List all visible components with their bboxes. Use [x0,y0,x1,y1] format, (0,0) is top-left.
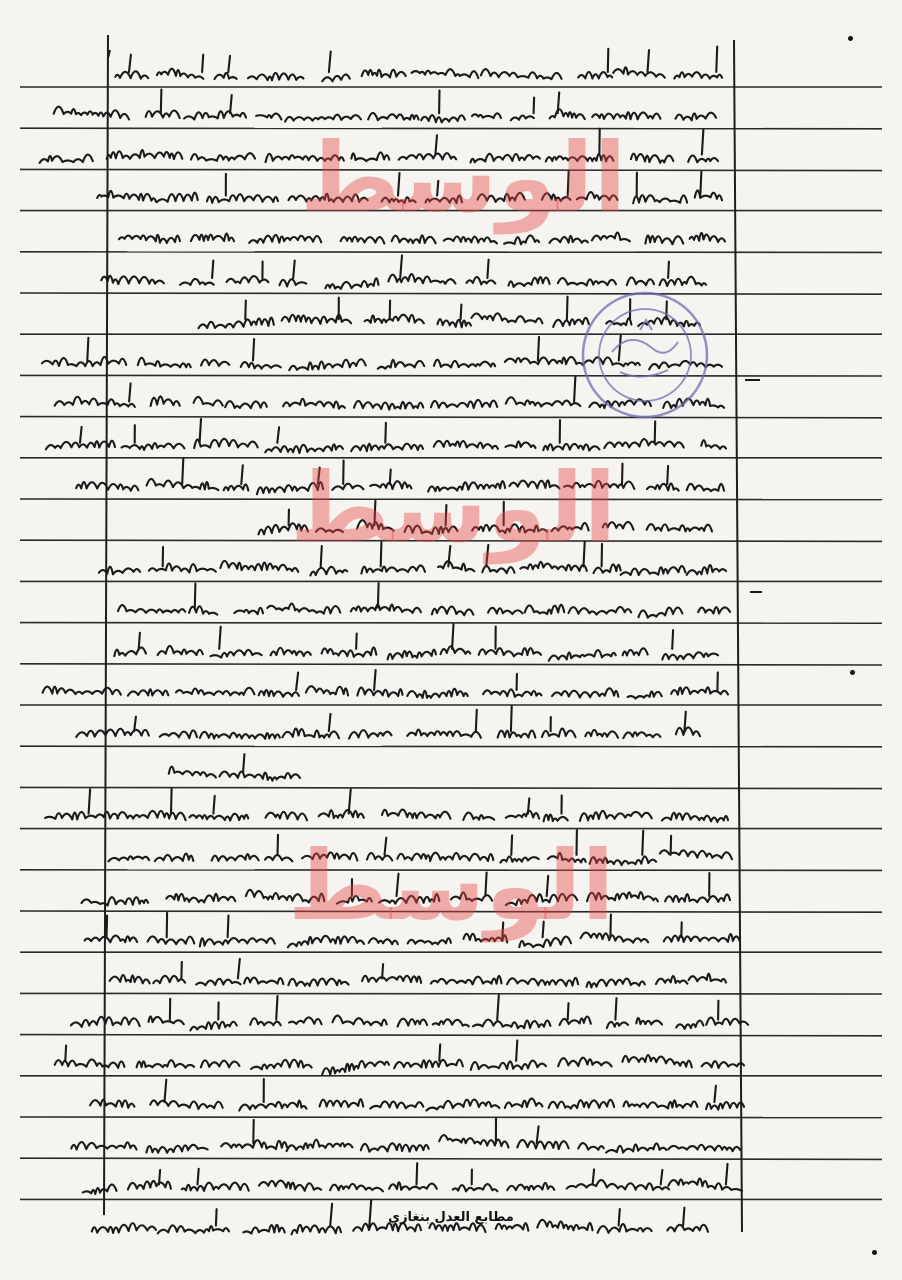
handwritten-line [115,47,722,82]
corner-dot [848,36,853,41]
left-margin-line [104,35,108,1215]
ruled-line [20,746,882,747]
ruled-line [20,664,882,665]
handwritten-line [55,376,724,409]
handwritten-line [198,297,700,329]
ruled-line [20,993,882,994]
watermark-top: الوسط [300,122,627,234]
handwritten-line [43,670,728,699]
watermark-middle: الوسط [290,452,617,564]
ruled-line [20,293,882,294]
handwritten-line [90,1079,744,1111]
bottom-dot [872,1250,877,1255]
printer-footer: مطابع العدل بنغازي [388,1210,514,1225]
handwritten-line [118,583,730,618]
ruled-line [20,252,882,253]
side-dot [850,670,855,675]
official-stamp [583,293,707,417]
handwritten-line [110,959,726,988]
handwritten-line [71,995,748,1030]
watermark-bottom: الوسط [288,830,615,942]
ruled-line [20,1035,882,1036]
handwritten-line [42,335,722,370]
handwritten-line [119,233,725,245]
handwritten-line [46,419,726,453]
ruled-line [20,623,882,624]
handwritten-line [45,789,728,822]
handwritten-line [169,754,300,780]
handwritten-line [71,1117,740,1152]
ruled-line [20,417,882,418]
handwritten-line [54,90,716,123]
horizontal-rules [20,87,882,1199]
ruled-line [20,1117,882,1118]
right-margin-line [734,40,742,1232]
handwritten-line [76,706,700,739]
handwritten-line [114,624,718,661]
handwritten-line [83,1163,742,1194]
ruled-line [20,1158,882,1159]
handwritten-line [55,1040,744,1075]
ruled-line [20,787,882,788]
handwritten-line [101,255,706,288]
ruled-line [20,375,882,376]
